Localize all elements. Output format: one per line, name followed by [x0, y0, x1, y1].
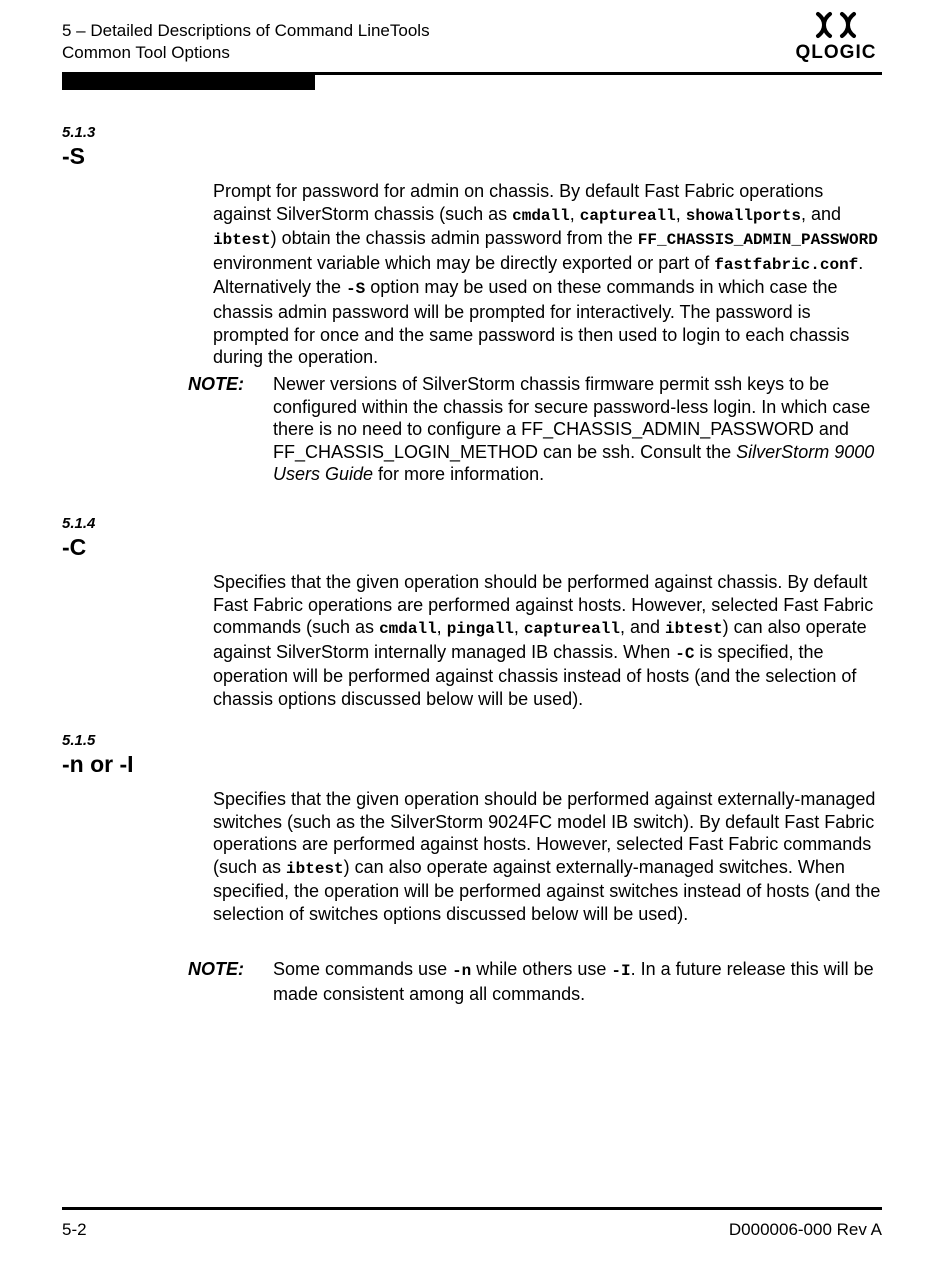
section-5-1-3-body: Prompt for password for admin on chassis. By default Fast Fabric operations against SilverStorm chassis (such as cmdall, captureall, showallports, and ibtest) obtain the chassis admin password from the FF_CHASSIS_ADMIN_PASSWORD environment variable which may be directly exported or part of fastfabric.conf. Alternatively the -S option may be used on these commands in which case the chassis admin password will be prompted for interactively. The password is prompted for once and the same password is then used to login to each chassis during the operation.: [213, 181, 878, 368]
page-number: 5-2: [62, 1220, 87, 1239]
note-text: Some commands use -n while others use -I. In a future release this will be made consistent among all commands.: [273, 959, 874, 1004]
document-number: D000006-000 Rev A: [728, 1220, 882, 1239]
code-option-s: -S: [346, 280, 366, 299]
section-number-5-1-4: 5.1.4: [62, 515, 96, 532]
code-conf-file: fastfabric.conf: [714, 255, 859, 274]
code-ibtest: ibtest: [664, 620, 723, 639]
code-pingall: pingall: [446, 620, 514, 639]
header-bar: [62, 75, 315, 90]
logo-wordmark: QLOGIC: [795, 42, 877, 63]
code-cmdall: cmdall: [512, 206, 570, 225]
section-number-5-1-3: 5.1.3: [62, 124, 96, 141]
code-ibtest: ibtest: [213, 231, 271, 250]
note-label: NOTE:: [188, 959, 244, 979]
code-option-n: -n: [452, 962, 472, 980]
note-label: NOTE:: [188, 374, 244, 394]
note-text: Newer versions of SilverStorm chassis firmware permit ssh keys to be configured within the chassis for secure password-less login. In which case there is no need to configure a FF_CHASSIS_ADMIN_PASSWORD and FF_CHASSIS_LOGIN_METHOD can be ssh. Consult the SilverStorm 9000 Users Guide for more information.: [273, 374, 875, 485]
section-5-1-4-body: Specifies that the given operation should be performed against chassis. By default Fast Fabric operations are performed against hosts. However, selected Fast Fabric commands (such as cmdall, pingall, captureall, and ibtest) can also operate against SilverStorm internally managed IB chassis. When -C is specified, the operation will be performed against chassis instead of hosts (and the selection of chassis options discussed below will be used).: [213, 572, 874, 709]
section-number-5-1-5: 5.1.5: [62, 732, 96, 749]
running-header: [62, 20, 430, 64]
header-section: Common Tool Options: [62, 43, 230, 62]
guide-title: SilverStorm 9000 Users Guide: [273, 441, 875, 485]
code-option-c: -C: [675, 644, 695, 663]
code-captureall: captureall: [579, 206, 676, 225]
footer-rule: [62, 1207, 882, 1210]
code-ibtest: ibtest: [286, 859, 344, 878]
qlogic-logo-icon: [812, 10, 860, 40]
qlogic-logo: [790, 10, 882, 66]
code-captureall: captureall: [523, 620, 620, 639]
code-cmdall: cmdall: [379, 620, 437, 639]
section-title-s: -S: [62, 143, 85, 169]
section-5-1-5-body: Specifies that the given operation should be performed against externally-managed switches (such as the SilverStorm 9024FC model IB switch). By default Fast Fabric operations are performed against hosts. However, selected Fast Fabric commands (such as ibtest) can also operate against externally-managed switches. When specified, the operation will be performed against switches instead of hosts (and the selection of switches options discussed below will be used).: [213, 789, 881, 924]
code-option-i: -I: [611, 962, 631, 980]
code-showallports: showallports: [685, 206, 801, 225]
section-title-c: -C: [62, 534, 87, 560]
section-title-n-or-i: -n or -I: [62, 751, 134, 777]
header-chapter: 5 – Detailed Descriptions of Command LineTools: [62, 21, 430, 40]
code-env-var: FF_CHASSIS_ADMIN_PASSWORD: [637, 231, 878, 250]
